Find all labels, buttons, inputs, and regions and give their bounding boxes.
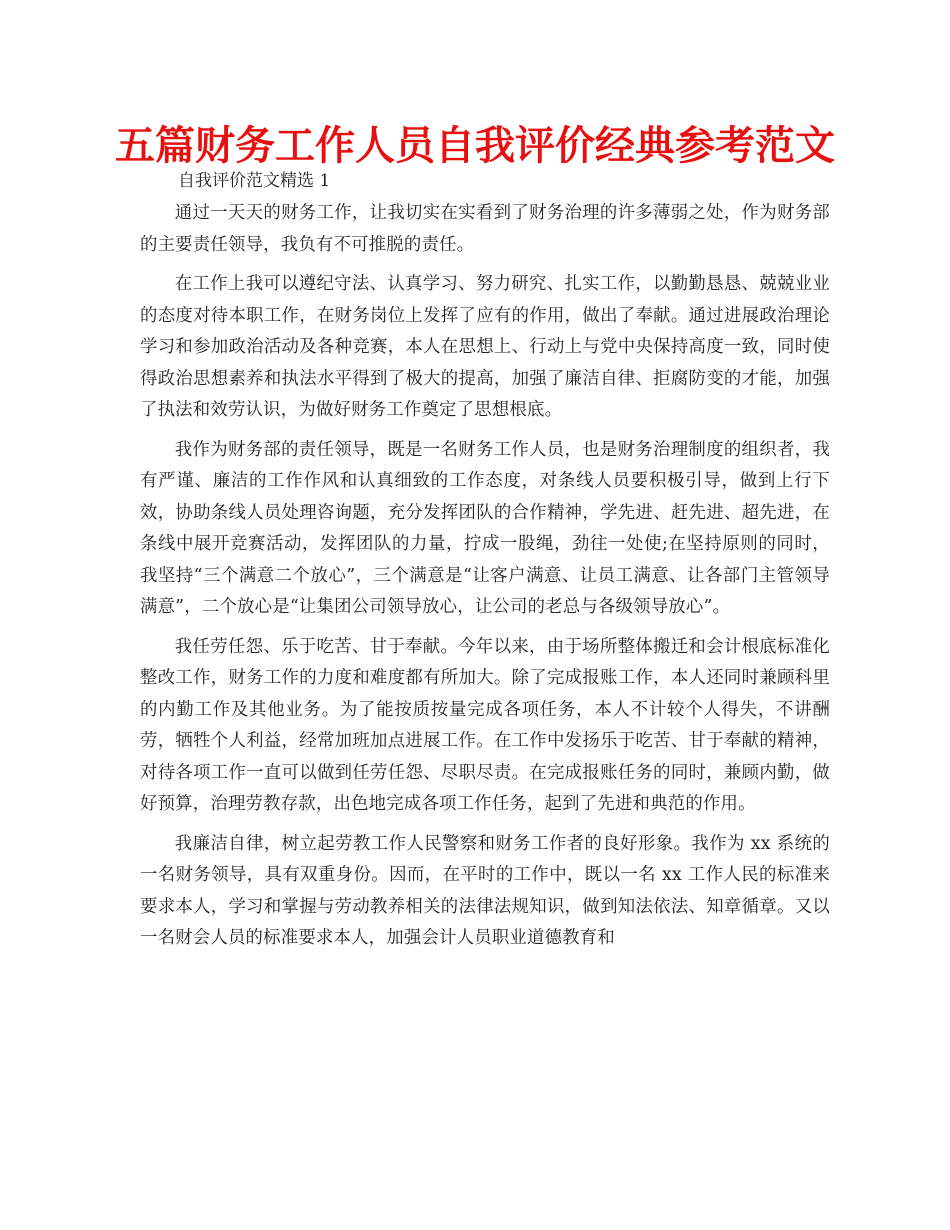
paragraph: 我任劳任怨、乐于吃苦、甘于奉献。今年以来，由于场所整体搬迁和会计根底标准化整改工作，财务工作的力度和难度都有所加大。除了完成报账工作，本人还同时兼顾科里的内勤工作及其他业务。为了能按质按量完成各项任务，本人不计较个人得失，不讲酬劳，牺牲个人利益，经常加班加点进展工作。在工作中发扬乐于吃苦、甘于奉献的精神，对待各项工作一直可以做到任劳任怨、尽职尽责。在完成报账任务的同时，兼顾内勤，做好预算，治理劳教存款，出色地完成各项工作任务，起到了先进和典范的作用。 [140, 636, 830, 814]
document-subtitle: 自我评价范文精选 1 [178, 171, 331, 191]
document-title: 五篇财务工作人员自我评价经典参考范文 [115, 123, 835, 169]
paragraph: 我作为财务部的责任领导，既是一名财务工作人员，也是财务治理制度的组织者，我有严谨、廉洁的工作作风和认真细致的工作态度，对条线人员要积极引导，做到上行下效，协助条线人员处理咨询题，充分发挥团队的合作精神，学先进、赶先进、超先进，在条线中展开竞赛活动，发挥团队的力量，拧成一股绳，劲往一处使;在坚持原则的同时，我坚持“三个满意二个放心”，三个满意是“让客户满意、让员工满意、让各部门主管领导满意”，二个放心是“让集团公司领导放心，让公司的老总与各级领导放心”。 [140, 439, 830, 617]
document-body [140, 198, 830, 963]
paragraph: 通过一天天的财务工作，让我切实在实看到了财务治理的许多薄弱之处，作为财务部的主要责任领导，我负有不可推脱的责任。 [140, 203, 830, 255]
paragraph: 我廉洁自律，树立起劳教工作人民警察和财务工作者的良好形象。我作为 xx 系统的一名财务领导，具有双重身份。因而，在平时的工作中，既以一名 xx 工作人民的标准来要求本人，学习和掌握与劳动教养相关的法律法规知识，做到知法依法、知章循章。又以一名财会人员的标准要求本人，加强会计人员职业道德教育和 [140, 833, 830, 948]
paragraph: 在工作上我可以遵纪守法、认真学习、努力研究、扎实工作，以勤勤恳恳、兢兢业业的态度对待本职工作，在财务岗位上发挥了应有的作用，做出了奉献。通过进展政治理论学习和参加政治活动及各种竞赛，本人在思想上、行动上与党中央保持高度一致，同时使得政治思想素养和执法水平得到了极大的提高，加强了廉洁自律、拒腐防变的才能，加强了执法和效劳认识，为做好财务工作奠定了思想根底。 [140, 274, 830, 420]
